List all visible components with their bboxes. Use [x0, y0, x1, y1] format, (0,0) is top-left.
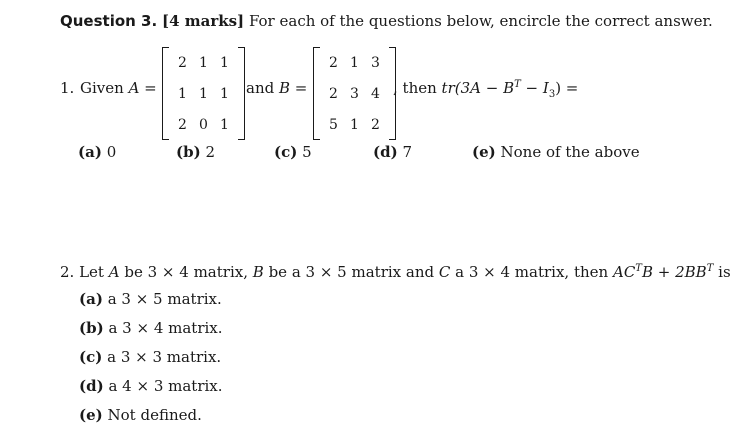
q1-option-d[interactable]	[373, 143, 412, 161]
question-heading	[60, 12, 713, 30]
q1-expr-start: tr(3A − B	[441, 79, 515, 97]
matrix-b-cell: 1	[350, 54, 359, 71]
q1-b-label: B =	[279, 79, 308, 97]
q1-option-c[interactable]	[274, 143, 312, 161]
q1-given	[80, 79, 157, 97]
q2-option-text: a 3 × 4 matrix.	[108, 319, 223, 337]
matrix-a-cell: 2	[178, 54, 187, 71]
matrix-a-row	[172, 47, 235, 78]
q2-option-text: a 4 × 3 matrix.	[108, 377, 223, 395]
q2-option-letter: (c)	[79, 348, 103, 366]
q2-expr-2: B + 2BB	[641, 263, 707, 281]
matrix-a	[162, 47, 245, 140]
q2-option-a[interactable]	[79, 290, 222, 308]
matrix-b-cell: 2	[329, 54, 338, 71]
matrix-b-row	[323, 47, 386, 78]
matrix-b-cell: 1	[350, 116, 359, 133]
q1-number: 1.	[60, 79, 75, 97]
matrix-a-cell: 1	[220, 116, 229, 133]
q2-var-c: C	[438, 263, 451, 281]
question-number: Question 3.	[60, 12, 158, 30]
q1-option-letter: (d)	[373, 143, 398, 161]
q1-option-text: 0	[106, 143, 117, 161]
q2-var-b: B	[252, 263, 264, 281]
q2-statement	[60, 263, 731, 281]
matrix-a-cell: 1	[199, 85, 208, 102]
matrix-b-cell: 3	[350, 85, 359, 102]
question-marks: [4 marks]	[161, 12, 245, 30]
q2-let: Let	[79, 263, 104, 281]
q2-expr-sup2: T	[706, 263, 714, 274]
q1-expr-end: ) =	[555, 79, 579, 97]
matrix-a-cell: 0	[199, 116, 208, 133]
matrix-a-row	[172, 109, 235, 140]
matrix-b-cell: 4	[371, 85, 380, 102]
q2-option-text: a 3 × 5 matrix.	[107, 290, 222, 308]
q1-option-letter: (a)	[78, 143, 102, 161]
matrix-b-row	[323, 109, 386, 140]
q1-then: , then	[393, 79, 437, 97]
q2-option-d[interactable]	[79, 377, 223, 395]
matrix-a-cell: 1	[178, 85, 187, 102]
q2-option-letter: (e)	[79, 406, 103, 424]
q1-and	[246, 79, 307, 97]
matrix-a-row	[172, 78, 235, 109]
matrix-b	[313, 47, 396, 140]
q1-option-text: 5	[302, 143, 312, 161]
matrix-a-cell: 1	[220, 54, 229, 71]
matrix-b-cell: 3	[371, 54, 380, 71]
matrix-b-row	[323, 78, 386, 109]
q2-option-text: Not defined.	[107, 406, 202, 424]
q2-option-e[interactable]	[79, 406, 202, 424]
q2-expr-sup1: T	[635, 263, 642, 274]
q1-option-text: 2	[205, 143, 216, 161]
matrix-a-cell: 1	[199, 54, 208, 71]
q1-option-b[interactable]	[176, 143, 215, 161]
q1-option-e[interactable]	[472, 143, 640, 161]
q1-option-text: 7	[402, 143, 413, 161]
q1-option-a[interactable]	[78, 143, 116, 161]
q1-expr-sup: T	[514, 79, 521, 90]
q2-text-a: be 3 × 4 matrix,	[124, 263, 248, 281]
q1-expr-sub: 3	[548, 89, 556, 100]
q2-option-c[interactable]	[79, 348, 221, 366]
q2-option-b[interactable]	[79, 319, 223, 337]
matrix-b-cell: 2	[371, 116, 380, 133]
matrix-b-cell: 2	[329, 85, 338, 102]
q1-given-word: Given	[80, 79, 124, 97]
question-instruction: For each of the questions below, encircle the correct answer.	[248, 12, 713, 30]
q2-option-text: a 3 × 3 matrix.	[107, 348, 222, 366]
q2-number: 2.	[60, 263, 75, 281]
matrix-b-cell: 5	[329, 116, 338, 133]
q1-option-letter: (e)	[472, 143, 496, 161]
q1-and-word: and	[246, 79, 275, 97]
q2-option-letter: (b)	[79, 319, 104, 337]
q1-a-label: A =	[128, 79, 157, 97]
q2-text-c: a 3 × 4 matrix, then	[455, 263, 609, 281]
q2-option-letter: (a)	[79, 290, 103, 308]
q2-expr-1: AC	[612, 263, 636, 281]
matrix-a-cell: 1	[220, 85, 229, 102]
q2-text-end: is	[718, 263, 731, 281]
q1-expr-mid: − I	[520, 79, 549, 97]
q2-option-letter: (d)	[79, 377, 104, 395]
q1-option-text: None of the above	[500, 143, 640, 161]
q2-var-a: A	[108, 263, 120, 281]
q1-expression	[393, 79, 579, 100]
q1-option-letter: (b)	[176, 143, 201, 161]
matrix-a-cell: 2	[178, 116, 187, 133]
q1-option-letter: (c)	[274, 143, 298, 161]
q2-text-b: be a 3 × 5 matrix and	[268, 263, 435, 281]
